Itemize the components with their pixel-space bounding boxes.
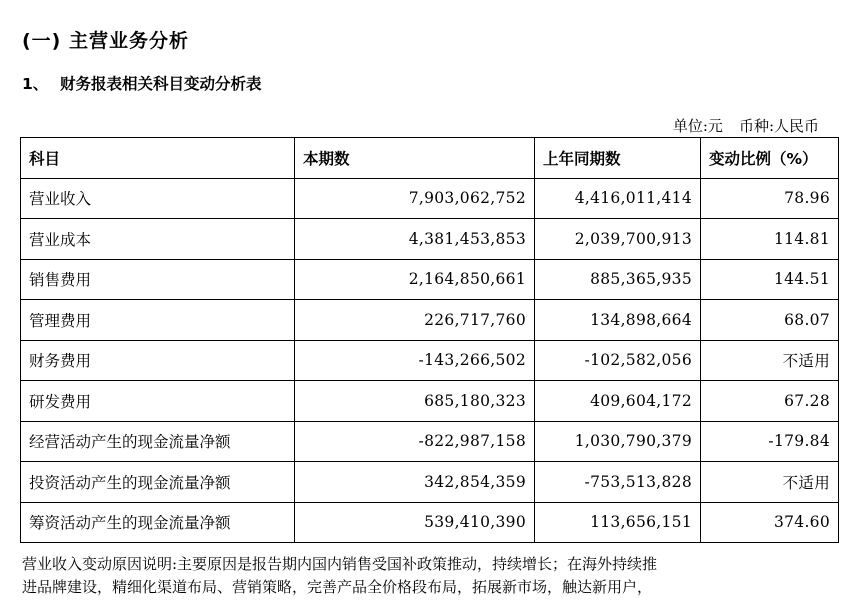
row-item: 研发费用 — [21, 381, 295, 422]
row-prior: -753,513,828 — [535, 462, 701, 503]
row-item: 经营活动产生的现金流量净额 — [21, 421, 295, 462]
row-prior: 409,604,172 — [535, 381, 701, 422]
row-change: 374.60 — [701, 502, 839, 543]
row-change: -179.84 — [701, 421, 839, 462]
row-item: 投资活动产生的现金流量净额 — [21, 462, 295, 503]
table-row — [21, 259, 839, 300]
row-item: 销售费用 — [21, 259, 295, 300]
row-change: 不适用 — [701, 340, 839, 381]
row-item: 筹资活动产生的现金流量净额 — [21, 502, 295, 543]
table-row — [21, 300, 839, 341]
subsection-heading — [22, 72, 262, 94]
header-item: 科目 — [21, 138, 295, 179]
header-prior: 上年同期数 — [535, 138, 701, 179]
row-prior: 134,898,664 — [535, 300, 701, 341]
row-item: 财务费用 — [21, 340, 295, 381]
row-prior: 4,416,011,414 — [535, 178, 701, 219]
row-prior: 885,365,935 — [535, 259, 701, 300]
row-current: 342,854,359 — [295, 462, 535, 503]
table-row — [21, 219, 839, 260]
table-row — [21, 381, 839, 422]
row-item: 营业收入 — [21, 178, 295, 219]
row-item: 管理费用 — [21, 300, 295, 341]
note-line: 营业收入变动原因说明:主要原因是报告期内国内销售受国补政策推动，持续增长；在海外持续推 — [22, 555, 658, 573]
note-line: 进品牌建设，精细化渠道布局、营销策略，完善产品全价格段布局，拓展新市场，触达新用户， — [22, 578, 653, 596]
row-prior: 2,039,700,913 — [535, 219, 701, 260]
row-prior: -102,582,056 — [535, 340, 701, 381]
table-row — [21, 178, 839, 219]
row-current: 4,381,453,853 — [295, 219, 535, 260]
row-current: 685,180,323 — [295, 381, 535, 422]
row-current: 226,717,760 — [295, 300, 535, 341]
unit-label: 单位:元 — [672, 117, 723, 135]
row-current: -143,266,502 — [295, 340, 535, 381]
section-title: (一) 主营业务分析 — [22, 30, 189, 52]
table-row — [21, 421, 839, 462]
table-row — [21, 502, 839, 543]
row-item: 营业成本 — [21, 219, 295, 260]
header-current: 本期数 — [295, 138, 535, 179]
subsection-title: 财务报表相关科目变动分析表 — [60, 75, 262, 93]
row-current: -822,987,158 — [295, 421, 535, 462]
row-prior: 1,030,790,379 — [535, 421, 701, 462]
row-change: 114.81 — [701, 219, 839, 260]
table-header-row — [21, 138, 839, 179]
row-change: 67.28 — [701, 381, 839, 422]
financial-change-table — [20, 137, 839, 543]
row-change: 68.07 — [701, 300, 839, 341]
revenue-change-note — [22, 553, 822, 599]
currency-label: 币种:人民币 — [738, 117, 819, 135]
row-change: 78.96 — [701, 178, 839, 219]
row-current: 2,164,850,661 — [295, 259, 535, 300]
row-current: 7,903,062,752 — [295, 178, 535, 219]
subsection-number: 1、 — [22, 75, 49, 93]
row-current: 539,410,390 — [295, 502, 535, 543]
row-change: 144.51 — [701, 259, 839, 300]
table-row — [21, 462, 839, 503]
table-row — [21, 340, 839, 381]
header-change: 变动比例（%） — [701, 138, 839, 179]
row-change: 不适用 — [701, 462, 839, 503]
row-prior: 113,656,151 — [535, 502, 701, 543]
unit-currency-line — [673, 115, 819, 136]
